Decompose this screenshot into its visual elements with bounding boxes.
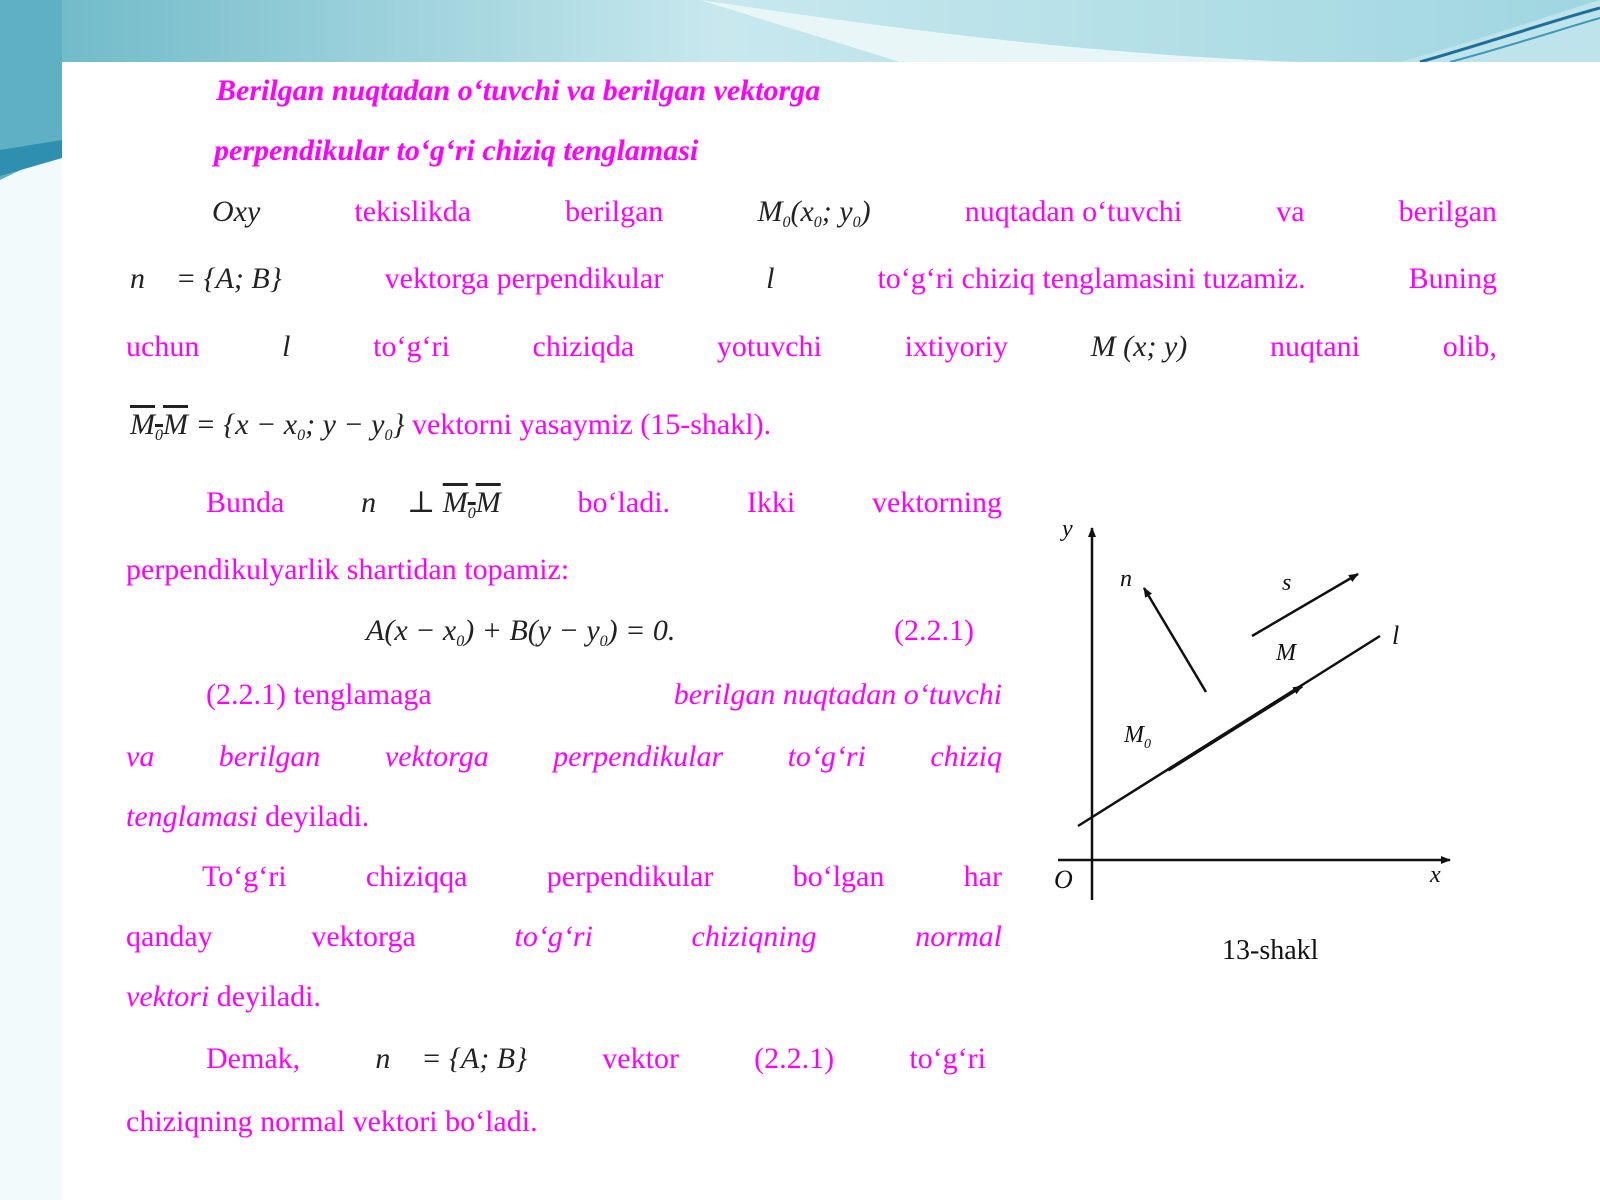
word: deyiladi. bbox=[216, 980, 321, 1013]
word: vektorga bbox=[311, 920, 416, 953]
word: va bbox=[1276, 195, 1305, 228]
line-vector-figure bbox=[1040, 510, 1460, 910]
word: Demak, bbox=[206, 1042, 301, 1075]
word: bo‘ladi. bbox=[577, 486, 671, 519]
word: Ikki bbox=[746, 486, 796, 519]
text: vektorga perpendikular bbox=[384, 262, 664, 295]
word: nuqtadan o‘tuvchi bbox=[964, 195, 1183, 228]
word: to‘g‘ri bbox=[373, 330, 450, 363]
word: berilgan bbox=[1398, 195, 1497, 228]
italic-term: berilgan nuqtadan o‘tuvchi bbox=[673, 678, 1002, 711]
label-l: l bbox=[1392, 621, 1400, 650]
label-m0: $M_0$ bbox=[1124, 722, 1151, 752]
paragraph-5-line-2: chiziqning normal vektori bo‘ladi. bbox=[126, 1105, 538, 1138]
paragraph-1-line-1 bbox=[212, 195, 1497, 240]
text: (2.2.1) tenglamaga bbox=[206, 678, 432, 711]
word: Buning bbox=[1408, 262, 1497, 295]
heading-line-2: perpendikular to‘g‘ri chiziq tenglamasi bbox=[214, 134, 699, 167]
vector-m0m: $M_0M = \{x - x_0$; $y - y_0$} bbox=[130, 408, 405, 444]
heading-line-1: Berilgan nuqtadan o‘tuvchi va berilgan vektorga bbox=[216, 74, 821, 107]
word: to‘g‘ri bbox=[787, 740, 866, 773]
label-m: M bbox=[1276, 640, 1296, 666]
paragraph-3-line-2 bbox=[126, 740, 1002, 774]
word: berilgan bbox=[565, 195, 664, 228]
line-l: l bbox=[282, 330, 291, 363]
point-m: M (x; y) bbox=[1090, 330, 1188, 363]
word: Bunda bbox=[206, 486, 285, 519]
paragraph-4-line-3 bbox=[126, 980, 321, 1014]
label-o: O bbox=[1054, 865, 1073, 894]
word: normal bbox=[915, 920, 1002, 953]
paragraph-1-line-2 bbox=[130, 262, 1497, 296]
paragraph-1-line-3 bbox=[126, 330, 1497, 364]
word: nuqtani bbox=[1270, 330, 1361, 363]
equation-2-2-1: $A(x - x_0) + B(y - y_0) = 0$. bbox=[366, 614, 676, 650]
word: uchun bbox=[126, 330, 200, 363]
label-n: n⃗ bbox=[1120, 566, 1151, 592]
point-m0-coords: $M_0(x_0$; $y_0$) bbox=[757, 195, 871, 231]
word: perpendikular bbox=[546, 860, 714, 893]
text: vektorni yasaymiz (15-shakl). bbox=[412, 408, 772, 441]
word: to‘g‘ri bbox=[514, 920, 593, 953]
figure-caption: 13-shakl bbox=[1222, 935, 1319, 966]
word: deyiladi. bbox=[265, 800, 370, 833]
normal-vector-n bbox=[1144, 588, 1206, 692]
perpendicular-relation: n⃗ ⊥ $M_0M$ bbox=[361, 486, 501, 522]
equation-number: (2.2.1) bbox=[894, 614, 974, 647]
word: ixtiyoriy bbox=[904, 330, 1008, 363]
paragraph-4-line-2 bbox=[126, 920, 1002, 954]
m0m-vector bbox=[1168, 686, 1302, 770]
paragraph-2-line-1 bbox=[206, 486, 1002, 531]
word: har bbox=[963, 860, 1002, 893]
word: chiziqning bbox=[691, 920, 817, 953]
word: bo‘lgan bbox=[792, 860, 885, 893]
word: qanday bbox=[126, 920, 213, 953]
label-s: s⃗ bbox=[1282, 570, 1311, 596]
paragraph-3-line-1 bbox=[206, 678, 1002, 712]
word: tekislikda bbox=[354, 195, 472, 228]
paragraph-1-line-4 bbox=[130, 408, 771, 453]
word: berilgan bbox=[218, 740, 321, 773]
equation-reference: (2.2.1) bbox=[754, 1042, 835, 1075]
paragraph-5-line-1 bbox=[206, 1042, 986, 1076]
paragraph-2-line-2: perpendikulyarlik shartidan topamiz: bbox=[126, 553, 570, 586]
paragraph-4-line-1 bbox=[202, 860, 1002, 894]
word: vektorga bbox=[384, 740, 489, 773]
word: vektor bbox=[602, 1042, 679, 1075]
italic-term: vektori bbox=[126, 980, 210, 1013]
word: chiziqda bbox=[532, 330, 635, 363]
text: to‘g‘ri chiziq tenglamasini tuzamiz. bbox=[877, 262, 1306, 295]
italic-term: tenglamasi bbox=[126, 800, 258, 833]
vector-n: n⃗ = {A; B} bbox=[375, 1042, 528, 1075]
word: perpendikular bbox=[553, 740, 724, 773]
label-x: x bbox=[1430, 862, 1441, 888]
word: olib, bbox=[1442, 330, 1497, 363]
vector-n: n⃗ = {A; B} bbox=[130, 262, 282, 295]
label-y: y bbox=[1062, 516, 1073, 542]
word: to‘g‘ri bbox=[909, 1042, 986, 1075]
paragraph-3-line-3 bbox=[126, 800, 369, 834]
word: chiziq bbox=[930, 740, 1002, 773]
word: yotuvchi bbox=[716, 330, 822, 363]
word: chiziqqa bbox=[365, 860, 468, 893]
word: To‘g‘ri bbox=[202, 860, 287, 893]
word: va bbox=[126, 740, 155, 773]
line-l: l bbox=[766, 262, 775, 295]
word: vektorning bbox=[872, 486, 1002, 519]
plane-oxy: Oxy bbox=[212, 195, 261, 228]
